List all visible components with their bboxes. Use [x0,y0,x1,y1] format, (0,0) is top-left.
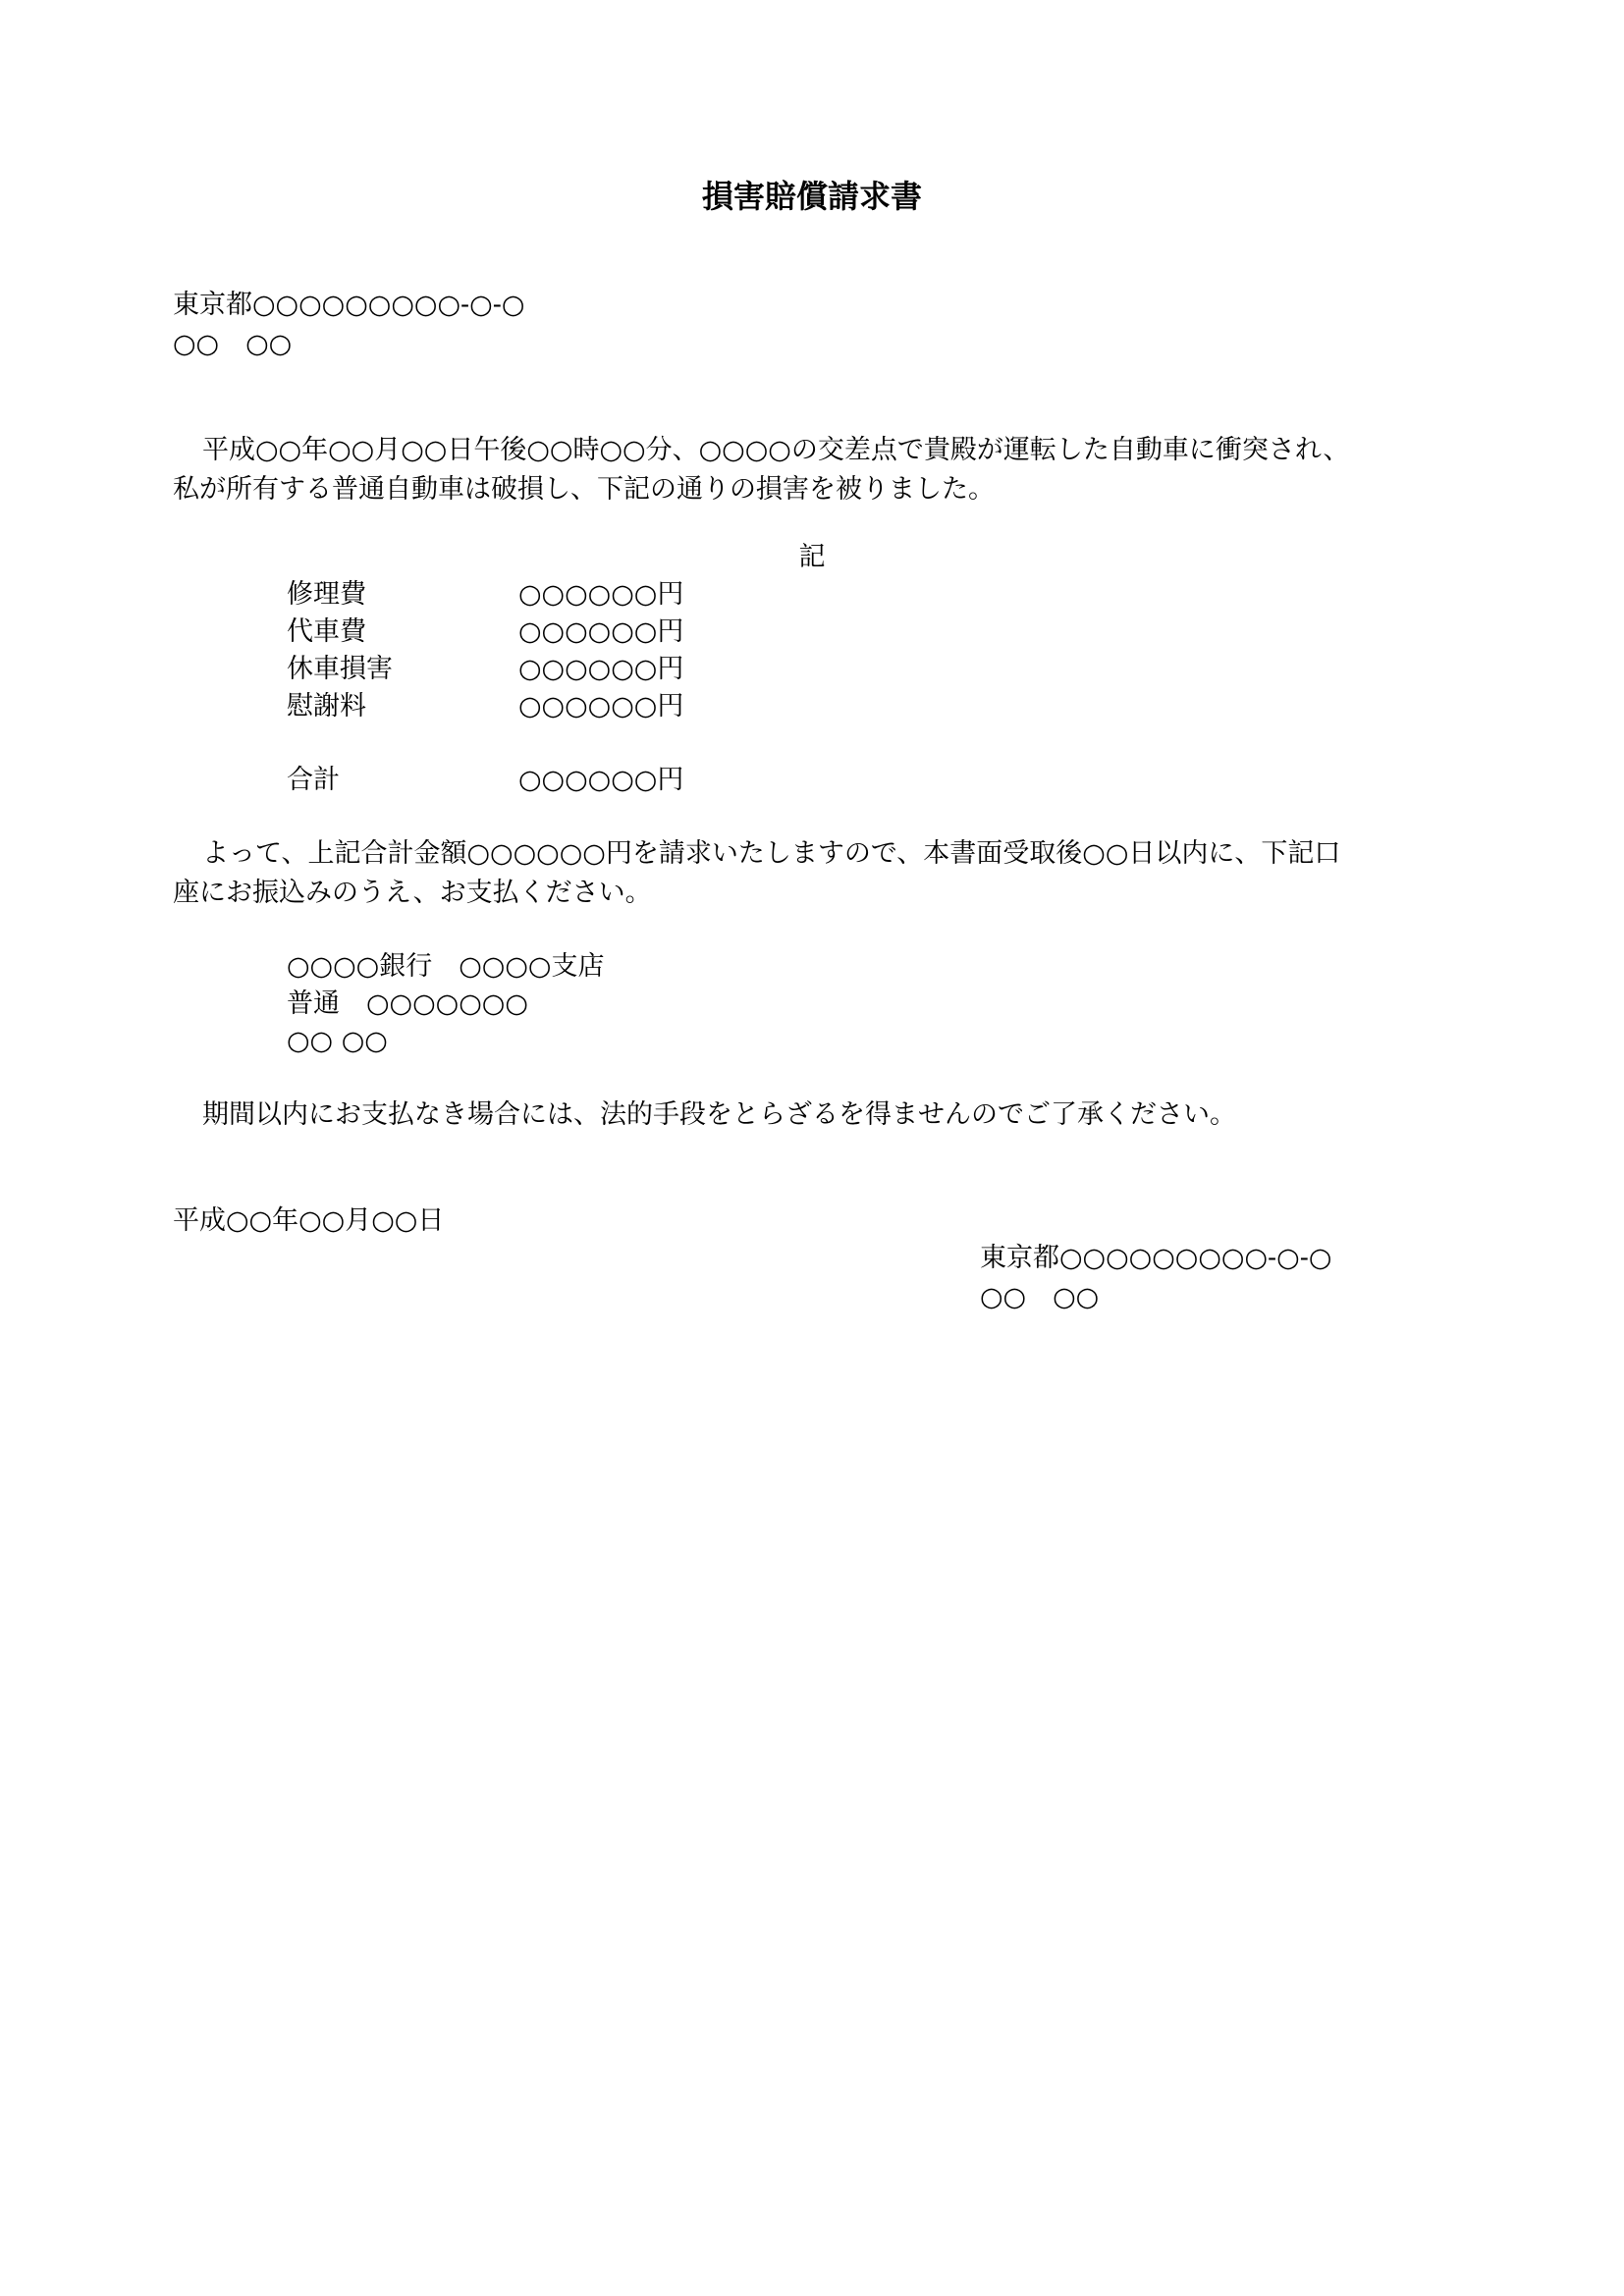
ki-mark: 記 [798,542,826,572]
recipient-name: ○○ ○○ [173,329,293,359]
sender-address: 東京都○○○○○○○○○-○-○ [980,1243,1332,1273]
item-value: ○○○○○○円 [518,616,684,647]
recipient-address: 東京都○○○○○○○○○-○-○ [173,290,525,320]
item-label: 代車費 [287,616,366,647]
item-value: ○○○○○○円 [518,654,684,684]
bank-account: 普通 ○○○○○○○ [287,988,528,1019]
item-label: 修理費 [287,579,366,610]
item-value: ○○○○○○円 [518,691,684,721]
total-label: 合計 [287,765,340,795]
total-value: ○○○○○○円 [518,765,684,795]
document-date: 平成○○年○○月○○日 [173,1205,445,1236]
sender-name: ○○ ○○ [980,1282,1100,1312]
item-label: 慰謝料 [287,691,366,721]
intro-line-2: 私が所有する普通自動車は破損し、下記の通りの損害を被りました。 [173,474,995,505]
document-title: 損害賠償請求書 [701,178,922,215]
request-line-1: よって、上記合計金額○○○○○○円を請求いたしますので、本書面受取後○○日以内に、下記口 [202,838,1341,869]
item-value: ○○○○○○円 [518,579,684,610]
warning-text: 期間以内にお支払なき場合には、法的手段をとらざるを得ませんのでご了承ください。 [202,1099,1236,1130]
bank-holder: ○○ ○○ [287,1026,388,1056]
intro-line-1: 平成○○年○○月○○日午後○○時○○分、○○○○の交差点で貴殿が運転した自動車に衝突され、 [202,435,1350,465]
bank-name: ○○○○銀行 ○○○○支店 [287,951,605,982]
item-label: 休車損害 [287,654,393,684]
request-line-2: 座にお振込みのうえ、お支払ください。 [173,878,652,908]
